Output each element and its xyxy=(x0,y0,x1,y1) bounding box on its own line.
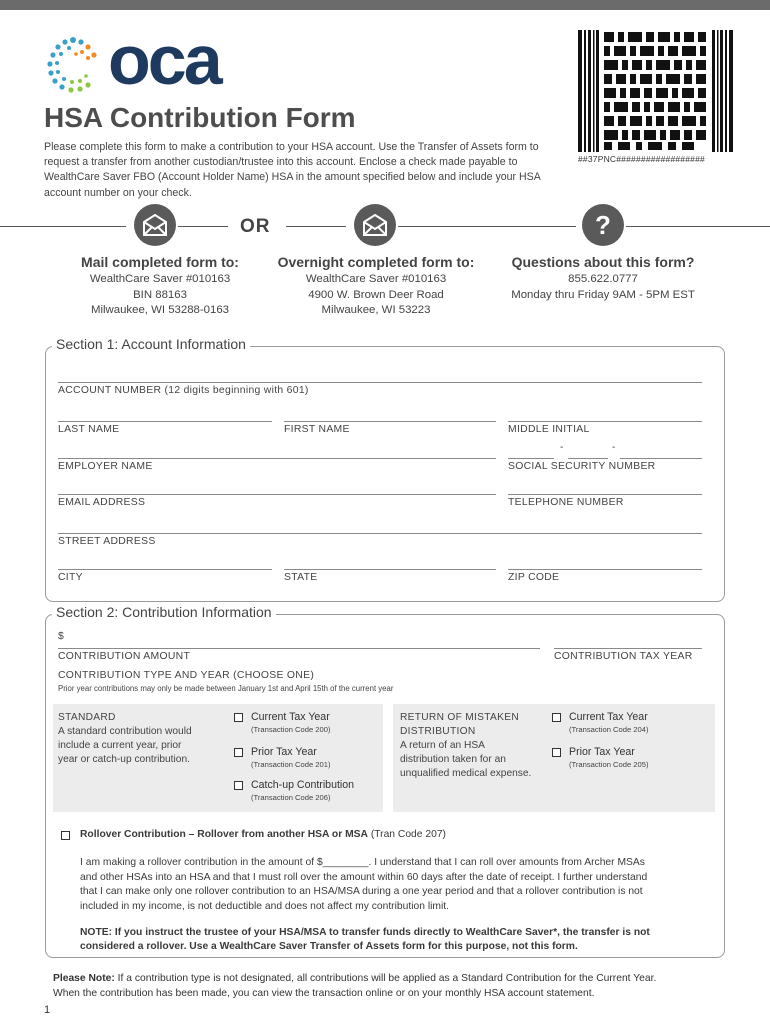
first-name-field[interactable] xyxy=(284,421,496,422)
ssn-field-part1[interactable] xyxy=(508,458,554,459)
mail-line: WealthCare Saver #010163 xyxy=(89,273,231,285)
street-address-label: STREET ADDRESS xyxy=(58,536,156,547)
ssn-dash: - xyxy=(560,442,564,453)
divider-line xyxy=(286,226,346,227)
last-name-label: LAST NAME xyxy=(58,424,120,435)
contribution-tax-year-label: CONTRIBUTION TAX YEAR xyxy=(554,651,693,662)
transaction-code: (Transaction Code 205) xyxy=(569,760,649,769)
return-distribution-box xyxy=(393,704,715,812)
standard-desc: include a current year, prior xyxy=(58,740,182,751)
employer-name-label: EMPLOYER NAME xyxy=(58,461,153,472)
email-field[interactable] xyxy=(58,494,496,495)
phone-number: 855.622.0777 xyxy=(568,273,638,285)
return-title: DISTRIBUTION xyxy=(400,726,476,737)
state-field[interactable] xyxy=(284,569,496,570)
transaction-code: (Transaction Code 200) xyxy=(251,725,331,734)
return-prior-tax-year-label: Prior Tax Year xyxy=(569,746,635,758)
middle-initial-field[interactable] xyxy=(508,421,702,422)
rollover-note-line: considered a rollover. Use a WealthCare Saver Transfer of Assets form for this purpose, not this form. xyxy=(80,941,578,952)
prior-tax-year-checkbox[interactable] xyxy=(234,748,243,757)
overnight-info xyxy=(266,254,486,319)
zip-field[interactable] xyxy=(508,569,702,570)
rollover-title: Rollover Contribution – Rollover from another HSA or MSA xyxy=(80,829,368,840)
page-title: HSA Contribution Form xyxy=(44,102,356,133)
current-tax-year-checkbox[interactable] xyxy=(234,713,243,722)
overnight-line: WealthCare Saver #010163 xyxy=(305,273,447,285)
middle-initial-label: MIDDLE INITIAL xyxy=(508,424,590,435)
dollar-sign: $ xyxy=(58,631,65,642)
current-tax-year-label: Current Tax Year xyxy=(251,711,330,723)
overnight-header: Overnight completed form to: xyxy=(277,254,475,270)
barcode-text: ##37PNC################## xyxy=(578,154,705,164)
section1-title: Section 1: Account Information xyxy=(52,336,250,352)
return-desc: A return of an HSA xyxy=(400,740,485,751)
overnight-line: 4900 W. Brown Deer Road xyxy=(308,288,444,301)
city-field[interactable] xyxy=(58,569,272,570)
divider-line xyxy=(398,226,576,227)
section2-title: Section 2: Contribution Information xyxy=(52,604,276,620)
section-contribution-information xyxy=(45,604,725,958)
mail-line: BIN 88163 xyxy=(133,288,187,301)
contribution-amount-label: CONTRIBUTION AMOUNT xyxy=(58,651,191,662)
return-current-tax-year-checkbox[interactable] xyxy=(552,713,561,722)
oca-logo xyxy=(42,21,242,99)
mail-header: Mail completed form to: xyxy=(81,254,239,270)
zip-label: ZIP CODE xyxy=(508,572,560,583)
return-desc: distribution taken for an xyxy=(400,754,506,765)
standard-desc: year or catch-up contribution. xyxy=(58,754,190,765)
first-name-label: FIRST NAME xyxy=(284,424,350,435)
section-account-information xyxy=(45,336,725,602)
contribution-amount-field[interactable] xyxy=(58,648,540,649)
ssn-dash: - xyxy=(612,442,616,453)
ssn-label: SOCIAL SECURITY NUMBER xyxy=(508,461,656,472)
intro-paragraph: Please complete this form to make a contribution to your HSA account. Use the Transfer of Assets form to request a transfer from another custodian/trustee into this account. Enclose a check made payable to WealthCare Saver FBO (Account Holder Name) HSA in the amount specified below and include your HSA account number on your check. xyxy=(44,141,541,199)
please-note-text: If a contribution type is not designated, all contributions will be applied as a Standard Contribution for the Current Year. xyxy=(114,973,657,984)
transaction-code: (Transaction Code 201) xyxy=(251,760,331,769)
contribution-type-note: Prior year contributions may only be made between January 1st and April 15th of the current year xyxy=(58,684,394,693)
rollover-paragraph-line: I am making a rollover contribution in the amount of $________. I understand that I can roll over amounts from Archer MSAs xyxy=(80,857,645,868)
rollover-paragraph-line: that I can make only one rollover contribution to an HSA/MSA during a one year period and that a rollover contribution is not xyxy=(80,886,643,897)
envelope-icon xyxy=(354,204,396,246)
logo-dots-icon xyxy=(42,34,104,96)
catch-up-contribution-checkbox[interactable] xyxy=(234,781,243,790)
rollover-contribution-checkbox[interactable] xyxy=(61,831,70,840)
telephone-field[interactable] xyxy=(508,494,702,495)
ssn-field-part2[interactable] xyxy=(568,458,608,459)
overnight-line: Milwaukee, WI 53223 xyxy=(321,304,431,317)
please-note-text2: When the contribution has been made, you can view the transaction online or on your monthly HSA account statement. xyxy=(53,987,595,999)
rollover-paragraph-line: included in my income, is not deductible and does not affect my contribution limit. xyxy=(80,901,449,912)
standard-title: STANDARD xyxy=(58,712,116,723)
last-name-field[interactable] xyxy=(58,421,272,422)
ssn-field-part3[interactable] xyxy=(620,458,702,459)
standard-box xyxy=(53,704,383,812)
mail-info xyxy=(60,254,260,319)
mail-line: Milwaukee, WI 53288-0163 xyxy=(90,304,230,317)
divider-line xyxy=(178,226,228,227)
return-current-tax-year-label: Current Tax Year xyxy=(569,711,648,723)
top-bar xyxy=(0,0,770,10)
contribution-tax-year-field[interactable] xyxy=(554,648,702,649)
page-number: 1 xyxy=(44,1004,51,1016)
divider-line xyxy=(626,226,770,227)
divider-line xyxy=(0,226,126,227)
telephone-label: TELEPHONE NUMBER xyxy=(508,497,624,508)
please-note xyxy=(53,972,733,1001)
question-icon: ? xyxy=(582,204,624,246)
rollover-code: (Tran Code 207) xyxy=(367,829,446,840)
or-label: OR xyxy=(240,216,271,237)
account-number-field[interactable] xyxy=(58,382,702,383)
city-label: CITY xyxy=(58,572,83,583)
transaction-code: (Transaction Code 206) xyxy=(251,793,331,802)
questions-header: Questions about this form? xyxy=(511,254,695,270)
rollover-note-line: NOTE: If you instruct the trustee of your HSA/MSA to transfer funds directly to WealthCare Saver*, the transfer is not xyxy=(80,927,650,938)
return-prior-tax-year-checkbox[interactable] xyxy=(552,748,561,757)
transaction-code: (Transaction Code 204) xyxy=(569,725,649,734)
rollover-heading xyxy=(80,828,446,843)
questions-info xyxy=(496,254,710,303)
employer-name-field[interactable] xyxy=(58,458,496,459)
email-label: EMAIL ADDRESS xyxy=(58,497,146,508)
envelope-icon xyxy=(134,204,176,246)
contribution-type-label: CONTRIBUTION TYPE AND YEAR (CHOOSE ONE) xyxy=(58,670,315,681)
standard-desc: A standard contribution would xyxy=(58,726,192,737)
prior-tax-year-label: Prior Tax Year xyxy=(251,746,317,758)
logo-wordmark: oca xyxy=(108,21,220,99)
barcode-image xyxy=(578,30,736,152)
catch-up-contribution-label: Catch-up Contribution xyxy=(251,779,355,791)
street-address-field[interactable] xyxy=(58,533,702,534)
return-desc: unqualified medical expense. xyxy=(400,768,532,779)
please-note-label: Please Note: xyxy=(53,973,115,984)
hours-line: Monday thru Friday 9AM - 5PM EST xyxy=(511,288,695,301)
account-number-label: ACCOUNT NUMBER (12 digits beginning with 601) xyxy=(58,385,309,396)
rollover-paragraph-line: and other HSAs into an HSA and that I must roll over the amount within 60 days after the date of receipt. I further understand xyxy=(80,872,648,883)
return-title: RETURN OF MISTAKEN xyxy=(400,712,519,723)
state-label: STATE xyxy=(284,572,318,583)
